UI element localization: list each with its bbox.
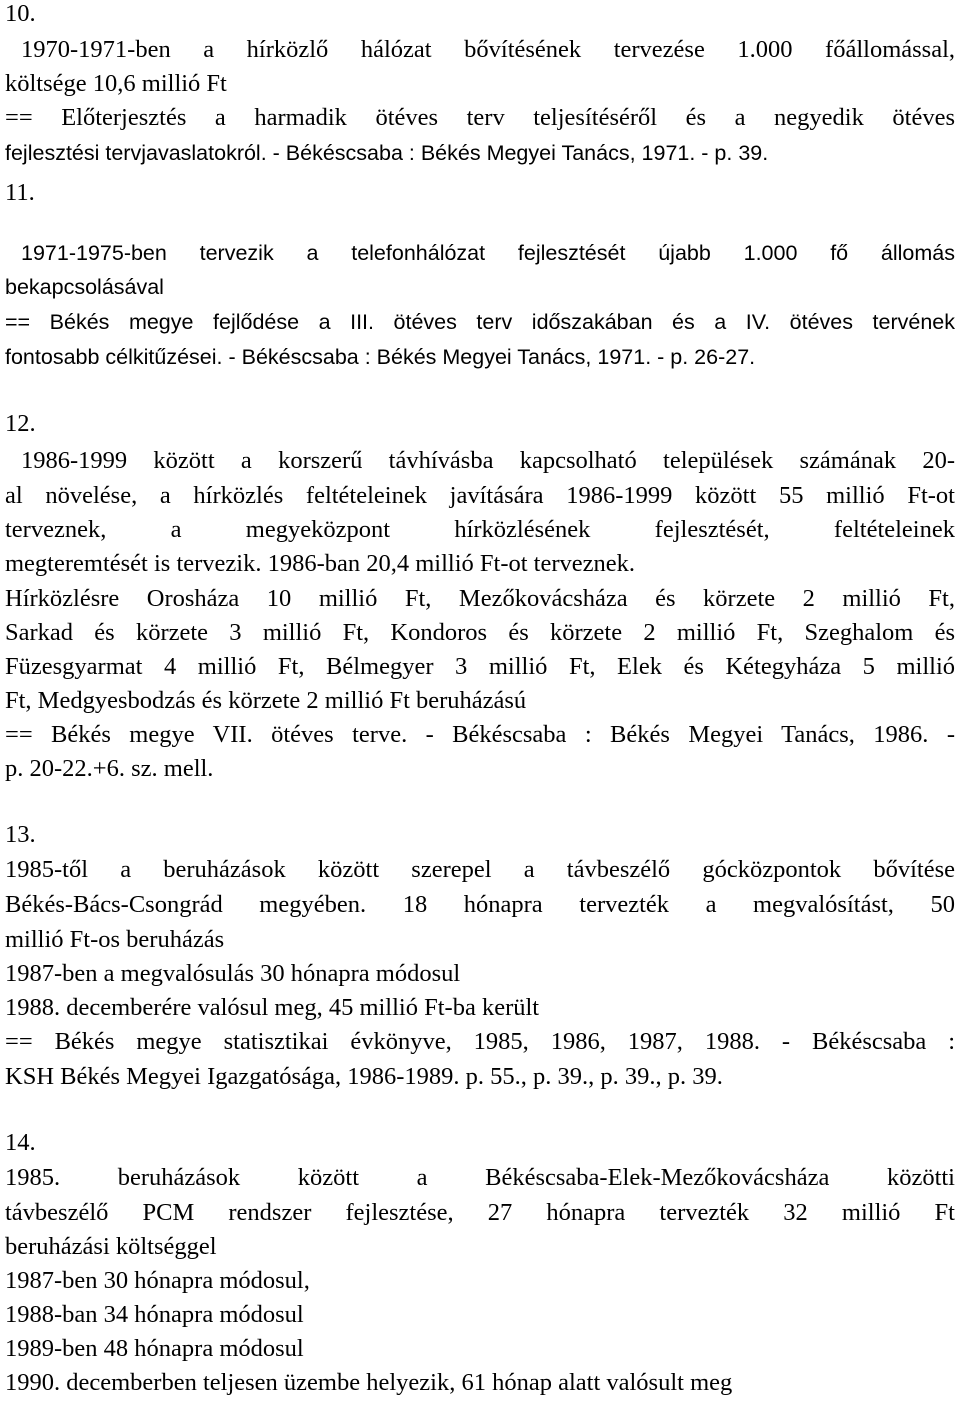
entry-number: 11.	[5, 179, 35, 206]
entry-text-line: 1985. beruházások között a Békéscsaba-Elek-Mezőkovácsháza közötti	[5, 1164, 955, 1191]
entry-text-line: 1990. decemberben teljesen üzembe helyezik, 61 hónap alatt valósult meg	[5, 1369, 733, 1396]
entry-reference-line: KSH Békés Megyei Igazgatósága, 1986-1989. p. 55., p. 39., p. 39., p. 39.	[5, 1063, 723, 1090]
entry-text-line: millió Ft-os beruházás	[5, 926, 225, 953]
entry-text-line: Ft, Medgyesbodzás és körzete 2 millió Ft beruházású	[5, 687, 527, 714]
entry-text-line: költsége 10,6 millió Ft	[5, 70, 227, 97]
entry-reference-line: p. 20-22.+6. sz. mell.	[5, 755, 214, 782]
entry-number: 14.	[5, 1129, 36, 1156]
entry-text-line: bekapcsolásával	[5, 275, 164, 299]
entry-text-line: Sarkad és körzete 3 millió Ft, Kondoros és körzete 2 millió Ft, Szeghalom és	[5, 619, 955, 646]
entry-text-line: terveznek, a megyeközpont hírközlésének fejlesztését, feltételeinek	[5, 516, 955, 543]
entry-text-line: megteremtését is tervezik. 1986-ban 20,4 millió Ft-ot terveznek.	[5, 550, 636, 577]
entry-number: 12.	[5, 410, 36, 437]
entry-text-line: távbeszélő PCM rendszer fejlesztése, 27 hónapra tervezték 32 millió Ft	[5, 1199, 955, 1226]
entry-text-line: Békés-Bács-Csongrád megyében. 18 hónapra tervezték a megvalósítást, 50	[5, 891, 955, 918]
entry-number: 13.	[5, 821, 36, 848]
entry-text-line: 1988-ban 34 hónapra módosul	[5, 1301, 304, 1328]
entry-text-line: al növelése, a hírközlés feltételeinek javítására 1986-1999 között 55 millió Ft-ot	[5, 482, 955, 509]
entry-text-line: 1987-ben a megvalósulás 30 hónapra módosul	[5, 960, 461, 987]
entry-text-line: 1986-1999 között a korszerű távhívásba kapcsolható települések számának 20-	[21, 447, 955, 474]
entry-reference-line: == Békés megye VII. ötéves terve. - Békéscsaba : Békés Megyei Tanács, 1986. -	[5, 721, 955, 748]
entry-text-line: 1989-ben 48 hónapra módosul	[5, 1335, 304, 1362]
entry-reference-line: fejlesztési tervjavaslatokról. - Békéscsaba : Békés Megyei Tanács, 1971. - p. 39.	[5, 141, 769, 165]
entry-text-line: 1985-től a beruházások között szerepel a távbeszélő gócközpontok bővítése	[5, 856, 955, 883]
entry-reference-line: == Békés megye statisztikai évkönyve, 1985, 1986, 1987, 1988. - Békéscsaba :	[5, 1028, 955, 1055]
entry-reference-line: == Békés megye fejlődése a III. ötéves terv időszakában és a IV. ötéves tervének	[5, 310, 955, 334]
entry-text-line: 1987-ben 30 hónapra módosul,	[5, 1267, 310, 1294]
entry-text-line: Hírközlésre Orosháza 10 millió Ft, Mezőkovácsháza és körzete 2 millió Ft,	[5, 585, 955, 612]
entry-text-line: 1988. decemberére valósul meg, 45 millió Ft-ba került	[5, 994, 540, 1021]
entry-reference-line: fontosabb célkitűzései. - Békéscsaba : Békés Megyei Tanács, 1971. - p. 26-27.	[5, 345, 756, 369]
entry-number: 10.	[5, 0, 36, 27]
entry-text-line: 1970-1971-ben a hírközlő hálózat bővítésének tervezése 1.000 főállomással,	[21, 36, 955, 63]
entry-text-line: Füzesgyarmat 4 millió Ft, Bélmegyer 3 millió Ft, Elek és Kétegyháza 5 millió	[5, 653, 955, 680]
entry-text-line: beruházási költséggel	[5, 1233, 217, 1260]
entry-text-line: 1971-1975-ben tervezik a telefonhálózat fejlesztését újabb 1.000 fő állomás	[21, 241, 955, 265]
entry-reference-line: == Előterjesztés a harmadik ötéves terv teljesítéséről és a negyedik ötéves	[5, 104, 955, 131]
